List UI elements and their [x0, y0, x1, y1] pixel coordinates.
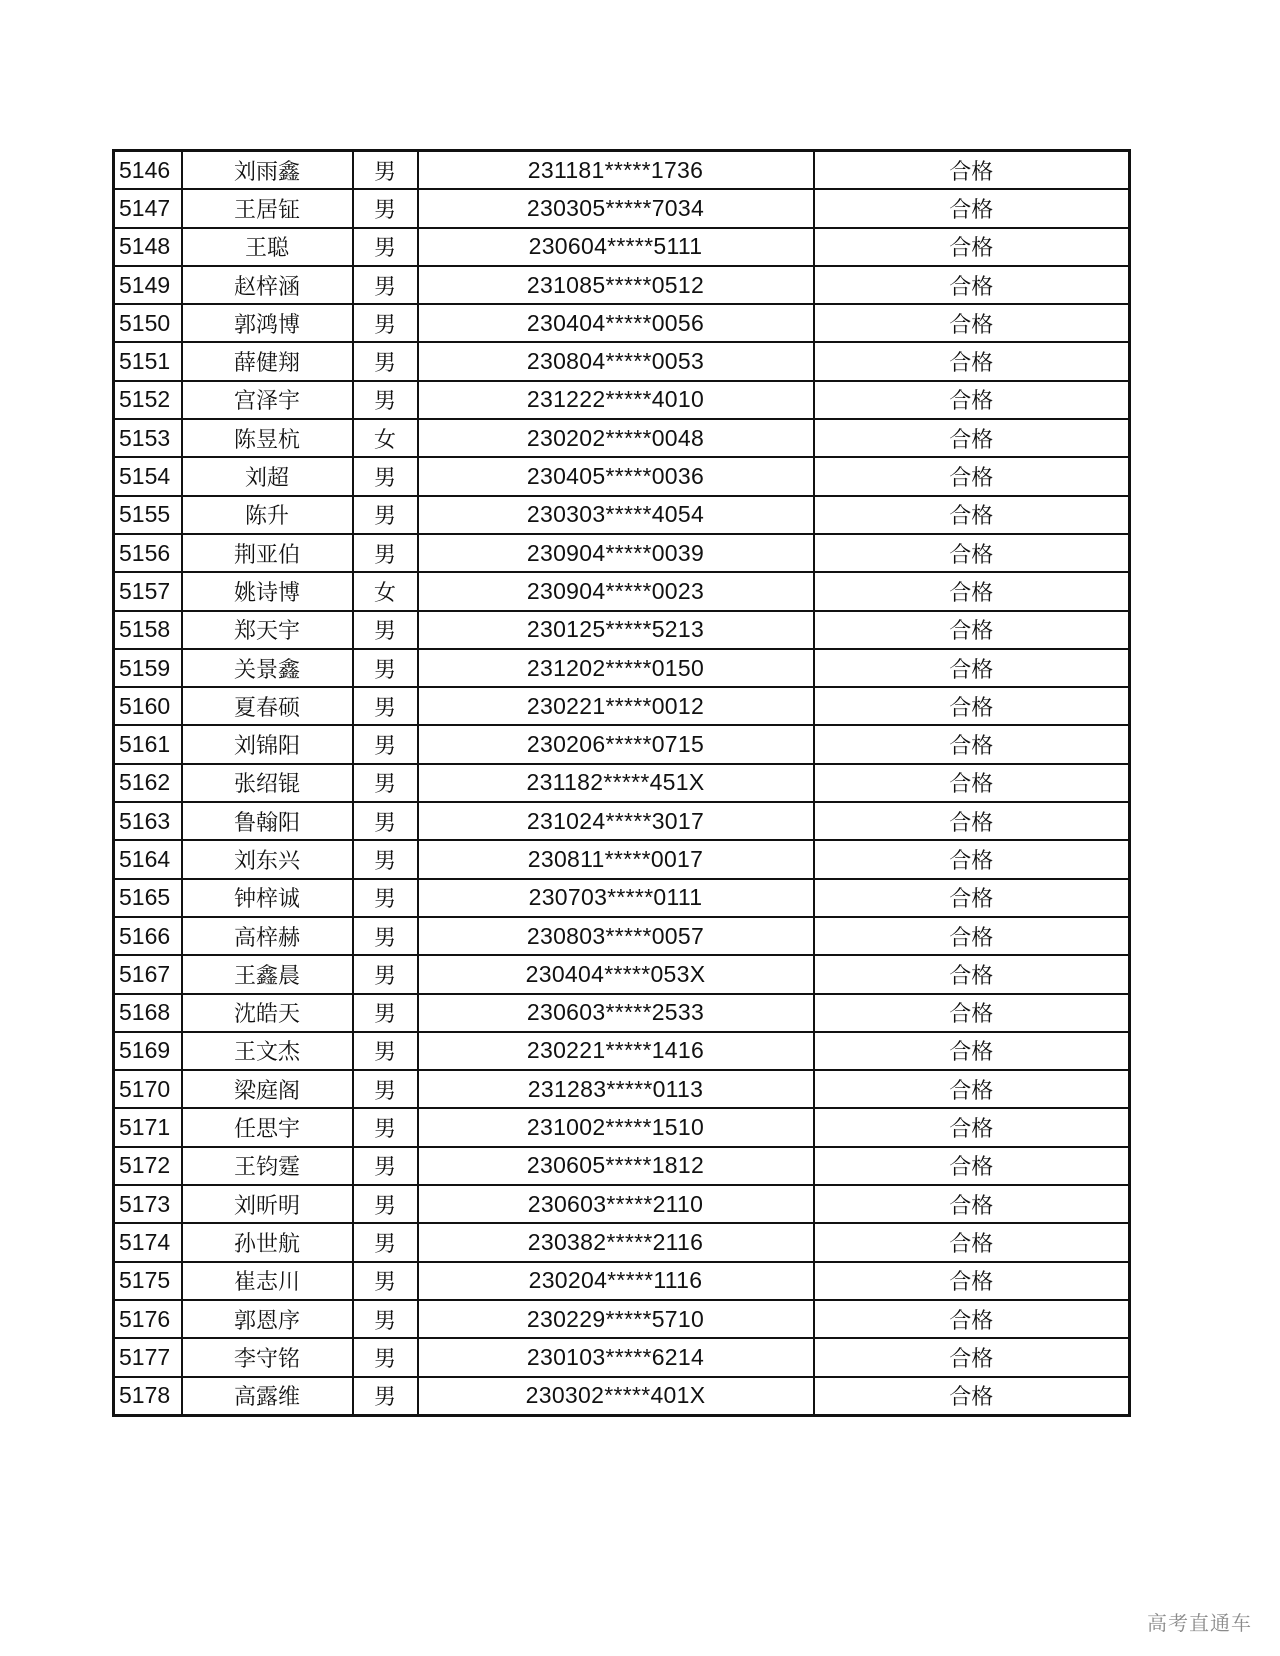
- table-row: [114, 381, 1130, 419]
- cell-number: 5171: [114, 1108, 182, 1146]
- cell-result: 合格: [814, 496, 1130, 534]
- cell-name: 王鑫晨: [182, 955, 353, 993]
- cell-result: 合格: [814, 1032, 1130, 1070]
- cell-name: 张绍锟: [182, 764, 353, 802]
- cell-id-number: 230303*****4054: [418, 496, 814, 534]
- cell-name: 赵梓涵: [182, 266, 353, 304]
- cell-gender: 男: [353, 1147, 418, 1185]
- cell-name: 姚诗博: [182, 572, 353, 610]
- cell-result: 合格: [814, 994, 1130, 1032]
- cell-id-number: 230603*****2110: [418, 1185, 814, 1223]
- cell-number: 5148: [114, 228, 182, 266]
- cell-result: 合格: [814, 725, 1130, 763]
- cell-id-number: 230603*****2533: [418, 994, 814, 1032]
- cell-result: 合格: [814, 840, 1130, 878]
- cell-result: 合格: [814, 1108, 1130, 1146]
- watermark-text: 高考直通车: [1147, 1611, 1252, 1635]
- cell-result: 合格: [814, 687, 1130, 725]
- cell-id-number: 230202*****0048: [418, 419, 814, 457]
- table-row: [114, 994, 1130, 1032]
- cell-result: 合格: [814, 1262, 1130, 1300]
- cell-id-number: 230382*****2116: [418, 1223, 814, 1261]
- cell-id-number: 231182*****451X: [418, 764, 814, 802]
- cell-result: 合格: [814, 955, 1130, 993]
- cell-number: 5172: [114, 1147, 182, 1185]
- cell-name: 王文杰: [182, 1032, 353, 1070]
- cell-result: 合格: [814, 917, 1130, 955]
- cell-number: 5154: [114, 457, 182, 495]
- table-row: [114, 725, 1130, 763]
- cell-number: 5151: [114, 342, 182, 380]
- cell-result: 合格: [814, 802, 1130, 840]
- cell-id-number: 230206*****0715: [418, 725, 814, 763]
- cell-gender: 男: [353, 534, 418, 572]
- cell-number: 5157: [114, 572, 182, 610]
- cell-name: 李守铭: [182, 1338, 353, 1376]
- table-row: [114, 1108, 1130, 1146]
- cell-name: 王聪: [182, 228, 353, 266]
- cell-number: 5168: [114, 994, 182, 1032]
- cell-gender: 男: [353, 1108, 418, 1146]
- cell-id-number: 230811*****0017: [418, 840, 814, 878]
- cell-number: 5156: [114, 534, 182, 572]
- cell-id-number: 230302*****401X: [418, 1377, 814, 1416]
- cell-result: 合格: [814, 764, 1130, 802]
- cell-gender: 男: [353, 764, 418, 802]
- results-table-body: [114, 151, 1130, 1416]
- table-row: [114, 955, 1130, 993]
- cell-number: 5158: [114, 611, 182, 649]
- cell-name: 高露维: [182, 1377, 353, 1416]
- cell-result: 合格: [814, 189, 1130, 227]
- table-row: [114, 1147, 1130, 1185]
- cell-result: 合格: [814, 457, 1130, 495]
- cell-id-number: 230703*****0111: [418, 879, 814, 917]
- cell-id-number: 231085*****0512: [418, 266, 814, 304]
- cell-id-number: 230804*****0053: [418, 342, 814, 380]
- table-row: [114, 189, 1130, 227]
- cell-gender: 男: [353, 1032, 418, 1070]
- cell-result: 合格: [814, 228, 1130, 266]
- table-row: [114, 1300, 1130, 1338]
- cell-name: 钟梓诚: [182, 879, 353, 917]
- table-row: [114, 1262, 1130, 1300]
- cell-name: 沈皓天: [182, 994, 353, 1032]
- cell-name: 王钧霆: [182, 1147, 353, 1185]
- cell-name: 刘昕明: [182, 1185, 353, 1223]
- cell-gender: 男: [353, 917, 418, 955]
- cell-name: 崔志川: [182, 1262, 353, 1300]
- cell-result: 合格: [814, 381, 1130, 419]
- cell-id-number: 231024*****3017: [418, 802, 814, 840]
- cell-number: 5177: [114, 1338, 182, 1376]
- cell-name: 郑天宇: [182, 611, 353, 649]
- cell-gender: 男: [353, 840, 418, 878]
- cell-name: 刘超: [182, 457, 353, 495]
- cell-number: 5163: [114, 802, 182, 840]
- cell-name: 陈昱杭: [182, 419, 353, 457]
- cell-id-number: 230605*****1812: [418, 1147, 814, 1185]
- cell-gender: 男: [353, 151, 418, 190]
- table-row: [114, 496, 1130, 534]
- cell-result: 合格: [814, 266, 1130, 304]
- cell-id-number: 231002*****1510: [418, 1108, 814, 1146]
- table-row: [114, 649, 1130, 687]
- cell-number: 5160: [114, 687, 182, 725]
- cell-id-number: 230904*****0023: [418, 572, 814, 610]
- cell-number: 5159: [114, 649, 182, 687]
- cell-gender: 男: [353, 955, 418, 993]
- cell-name: 王居钲: [182, 189, 353, 227]
- cell-result: 合格: [814, 572, 1130, 610]
- table-row: [114, 802, 1130, 840]
- table-row: [114, 1338, 1130, 1376]
- cell-number: 5178: [114, 1377, 182, 1416]
- cell-name: 夏春硕: [182, 687, 353, 725]
- cell-id-number: 230204*****1116: [418, 1262, 814, 1300]
- table-row: [114, 419, 1130, 457]
- cell-gender: 男: [353, 725, 418, 763]
- cell-result: 合格: [814, 611, 1130, 649]
- cell-number: 5153: [114, 419, 182, 457]
- cell-gender: 女: [353, 572, 418, 610]
- cell-gender: 男: [353, 228, 418, 266]
- table-row: [114, 840, 1130, 878]
- cell-id-number: 231222*****4010: [418, 381, 814, 419]
- cell-result: 合格: [814, 1185, 1130, 1223]
- cell-name: 薛健翔: [182, 342, 353, 380]
- cell-gender: 男: [353, 994, 418, 1032]
- cell-number: 5166: [114, 917, 182, 955]
- cell-gender: 男: [353, 649, 418, 687]
- table-row: [114, 266, 1130, 304]
- cell-id-number: 230125*****5213: [418, 611, 814, 649]
- cell-id-number: 230229*****5710: [418, 1300, 814, 1338]
- cell-gender: 男: [353, 802, 418, 840]
- table-row: [114, 151, 1130, 190]
- cell-gender: 男: [353, 1070, 418, 1108]
- cell-id-number: 230803*****0057: [418, 917, 814, 955]
- cell-id-number: 230221*****0012: [418, 687, 814, 725]
- cell-number: 5147: [114, 189, 182, 227]
- cell-result: 合格: [814, 879, 1130, 917]
- table-row: [114, 917, 1130, 955]
- table-row: [114, 1185, 1130, 1223]
- cell-gender: 男: [353, 1185, 418, 1223]
- cell-gender: 男: [353, 342, 418, 380]
- cell-number: 5155: [114, 496, 182, 534]
- results-table: [112, 149, 1131, 1417]
- cell-gender: 女: [353, 419, 418, 457]
- cell-id-number: 230404*****053X: [418, 955, 814, 993]
- table-row: [114, 304, 1130, 342]
- cell-number: 5162: [114, 764, 182, 802]
- cell-result: 合格: [814, 649, 1130, 687]
- cell-number: 5152: [114, 381, 182, 419]
- cell-id-number: 230103*****6214: [418, 1338, 814, 1376]
- cell-result: 合格: [814, 342, 1130, 380]
- cell-number: 5170: [114, 1070, 182, 1108]
- cell-number: 5165: [114, 879, 182, 917]
- table-row: [114, 228, 1130, 266]
- table-row: [114, 1377, 1130, 1416]
- cell-gender: 男: [353, 1338, 418, 1376]
- table-row: [114, 457, 1130, 495]
- cell-gender: 男: [353, 189, 418, 227]
- cell-id-number: 231181*****1736: [418, 151, 814, 190]
- cell-number: 5175: [114, 1262, 182, 1300]
- cell-result: 合格: [814, 304, 1130, 342]
- cell-name: 高梓赫: [182, 917, 353, 955]
- table-row: [114, 572, 1130, 610]
- cell-id-number: 230904*****0039: [418, 534, 814, 572]
- cell-gender: 男: [353, 1223, 418, 1261]
- cell-id-number: 231283*****0113: [418, 1070, 814, 1108]
- cell-name: 任思宇: [182, 1108, 353, 1146]
- cell-number: 5169: [114, 1032, 182, 1070]
- cell-number: 5174: [114, 1223, 182, 1261]
- cell-id-number: 230404*****0056: [418, 304, 814, 342]
- cell-number: 5167: [114, 955, 182, 993]
- cell-name: 梁庭阁: [182, 1070, 353, 1108]
- cell-gender: 男: [353, 1300, 418, 1338]
- cell-result: 合格: [814, 1377, 1130, 1416]
- cell-name: 关景鑫: [182, 649, 353, 687]
- table-row: [114, 764, 1130, 802]
- cell-number: 5164: [114, 840, 182, 878]
- cell-name: 孙世航: [182, 1223, 353, 1261]
- cell-gender: 男: [353, 1377, 418, 1416]
- cell-id-number: 231202*****0150: [418, 649, 814, 687]
- cell-result: 合格: [814, 1338, 1130, 1376]
- table-row: [114, 1070, 1130, 1108]
- cell-gender: 男: [353, 457, 418, 495]
- cell-number: 5149: [114, 266, 182, 304]
- cell-result: 合格: [814, 1147, 1130, 1185]
- cell-result: 合格: [814, 419, 1130, 457]
- cell-number: 5176: [114, 1300, 182, 1338]
- cell-id-number: 230221*****1416: [418, 1032, 814, 1070]
- cell-name: 荆亚伯: [182, 534, 353, 572]
- cell-name: 陈升: [182, 496, 353, 534]
- cell-name: 郭鸿博: [182, 304, 353, 342]
- cell-result: 合格: [814, 1223, 1130, 1261]
- cell-id-number: 230405*****0036: [418, 457, 814, 495]
- table-row: [114, 342, 1130, 380]
- cell-number: 5173: [114, 1185, 182, 1223]
- cell-result: 合格: [814, 151, 1130, 190]
- cell-number: 5161: [114, 725, 182, 763]
- cell-result: 合格: [814, 534, 1130, 572]
- cell-result: 合格: [814, 1300, 1130, 1338]
- cell-result: 合格: [814, 1070, 1130, 1108]
- cell-name: 刘东兴: [182, 840, 353, 878]
- cell-id-number: 230604*****5111: [418, 228, 814, 266]
- table-row: [114, 534, 1130, 572]
- cell-name: 鲁翰阳: [182, 802, 353, 840]
- cell-gender: 男: [353, 879, 418, 917]
- cell-number: 5150: [114, 304, 182, 342]
- table-row: [114, 611, 1130, 649]
- cell-gender: 男: [353, 496, 418, 534]
- cell-number: 5146: [114, 151, 182, 190]
- table-row: [114, 879, 1130, 917]
- table-row: [114, 1223, 1130, 1261]
- cell-name: 刘雨鑫: [182, 151, 353, 190]
- cell-gender: 男: [353, 304, 418, 342]
- cell-gender: 男: [353, 611, 418, 649]
- cell-name: 宫泽宇: [182, 381, 353, 419]
- cell-gender: 男: [353, 381, 418, 419]
- cell-name: 郭恩序: [182, 1300, 353, 1338]
- table-row: [114, 1032, 1130, 1070]
- cell-gender: 男: [353, 266, 418, 304]
- cell-name: 刘锦阳: [182, 725, 353, 763]
- cell-gender: 男: [353, 687, 418, 725]
- cell-id-number: 230305*****7034: [418, 189, 814, 227]
- table-row: [114, 687, 1130, 725]
- cell-gender: 男: [353, 1262, 418, 1300]
